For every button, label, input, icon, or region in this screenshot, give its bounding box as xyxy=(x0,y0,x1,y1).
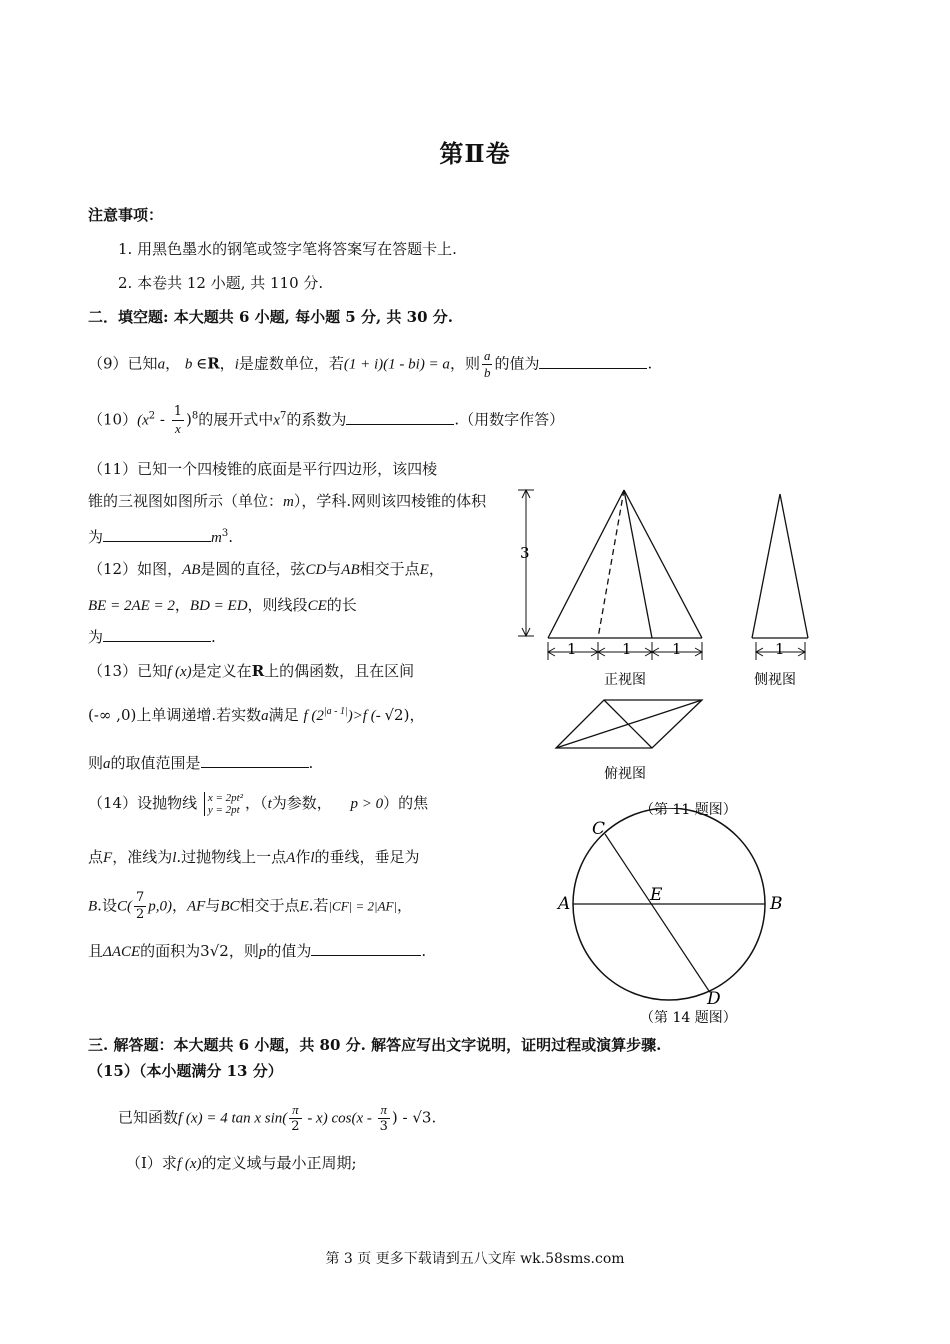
q9-R: R xyxy=(207,354,220,373)
q9-equation: (1 + i)(1 - bi) = a xyxy=(343,356,450,373)
section3-heading: 三. 解答题：本大题共 6 小题，共 80 分. 解答应写出文字说明，证明过程或演算步骤. xyxy=(88,1036,662,1054)
q14-line-4: 且ΔACE的面积为3√2，则p的值为 . xyxy=(88,942,427,960)
front-dim-3: 1 xyxy=(672,640,682,658)
q14-fraction: $\frac{7}{2}$ xyxy=(135,890,145,922)
figure-14-circle xyxy=(550,808,800,1028)
notes-item-1: 1. 用黑色墨水的钢笔或签字笔将答案写在答题卡上. xyxy=(118,240,457,258)
q12-line-1: （12）如图，AB是圆的直径，弦CD与AB相交于点E， xyxy=(88,560,444,578)
q9-b-in: b ∈ xyxy=(184,356,208,373)
q15-function: 已知函数f (x) = 4 tan x sin( $\frac{\pi}{2}$ - x) cos(x - $\frac{\pi}{3}$ ) - √3. xyxy=(118,1102,437,1134)
section2-heading: 二．填空题: 本大题共 6 小题, 每小题 5 分, 共 30 分. xyxy=(88,308,453,326)
q15-head: （15）（本小题满分 13 分） xyxy=(88,1062,283,1080)
q15-frac-pi-2: $\frac{\pi}{2}$ xyxy=(291,1102,300,1134)
q14-parametric-system: x = 2pt² y = 2pt xyxy=(204,792,243,816)
q10-number: （10） xyxy=(88,410,138,429)
q14-answer-blank[interactable] xyxy=(311,941,421,956)
q14-line-3: B.设C( $\frac{7}{2}$ p,0)，AF与BC相交于点E.若|CF| = 2|AF|， xyxy=(88,890,413,922)
q12-line-3: 为 . xyxy=(88,628,216,646)
question-9: （9）已知a， b ∈R，i是虚数单位，若(1 + i)(1 - bi) = a，则 $\frac{a}{b}$ 的值为 . xyxy=(88,348,653,380)
page-title: 第Ⅱ卷 xyxy=(439,139,511,168)
q13-line-2: (-∞ ,0)上单调递增.若实数a满足 f $(2^{|a - 1|})>f$ (- √2)， xyxy=(88,706,425,724)
figure-11-three-views xyxy=(500,480,830,820)
front-dim-1: 1 xyxy=(567,640,577,658)
figure-14-caption: （第 14 题图） xyxy=(640,1010,737,1026)
q9-text-4: 的值为 xyxy=(494,354,540,373)
q10-fraction: $\frac{1}{x}$ xyxy=(173,404,183,436)
front-dim-2: 1 xyxy=(622,640,632,658)
top-view xyxy=(556,700,702,748)
question-10: $(10)(x^2$ - $\frac{1}{x}$ )$^8$的展开式中$x^7$的系数为 .（用数字作答） xyxy=(88,404,565,436)
q14-line-2: 点F，准线为l.过抛物线上一点A作l的垂线，垂足为 xyxy=(88,848,420,866)
point-A-label: A xyxy=(558,894,571,914)
q11-line-3: 为 $m^3$. xyxy=(88,528,234,546)
q10-answer-blank[interactable] xyxy=(346,410,454,425)
q9-var-a: a xyxy=(157,356,166,373)
height-label: 3 xyxy=(520,544,530,562)
point-B-label: B xyxy=(770,894,783,914)
q12-line-2: BE = 2AE = 2，BD = ED，则线段CE的长 xyxy=(88,596,357,614)
q11-line-2: 锥的三视图如图所示（单位：m），学科.网则该四棱锥的体积 xyxy=(88,492,487,510)
front-view-caption: 正视图 xyxy=(604,672,646,688)
page-footer: 第 3 页 更多下载请到五八文库 wk.58sms.com xyxy=(325,1251,625,1267)
q9-text: 已知 xyxy=(127,354,158,373)
q9-number: （9） xyxy=(88,354,128,373)
side-dim: 1 xyxy=(775,640,785,658)
point-C-label: C xyxy=(592,819,606,839)
chord-CD xyxy=(605,834,709,991)
q15-frac-pi-3: $\frac{\pi}{3}$ xyxy=(379,1102,388,1134)
q9-i: i xyxy=(234,356,239,373)
side-view-caption: 侧视图 xyxy=(754,672,796,688)
top-view-caption: 俯视图 xyxy=(604,766,646,782)
q9-answer-blank[interactable] xyxy=(539,354,647,369)
q9-text-3: ，则 xyxy=(449,354,480,373)
q9-text-2: 是虚数单位，若 xyxy=(238,354,344,373)
point-E-label: E xyxy=(650,885,663,905)
notes-item-2: 2. 本卷共 12 小题, 共 110 分. xyxy=(118,274,324,292)
notes-heading: 注意事项： xyxy=(88,206,164,224)
q15-part-1: （Ⅰ）求f (x)的定义域与最小正周期; xyxy=(126,1154,357,1172)
side-view xyxy=(752,494,808,638)
q14-line-1: （14）设抛物线 x = 2pt² y = 2pt ，（t为参数， p > 0）的焦 xyxy=(88,792,429,816)
front-view xyxy=(548,490,702,638)
q13-line-3: 则a的取值范围是 . xyxy=(88,754,314,772)
q11-answer-blank[interactable] xyxy=(103,527,211,542)
q13-answer-blank[interactable] xyxy=(201,753,309,768)
q13-line-1: （13）已知f (x)是定义在R上的偶函数，且在区间 xyxy=(88,662,415,680)
figure-11-caption: （第 11 题图） xyxy=(640,802,737,818)
point-D-label: D xyxy=(707,989,721,1009)
q9-fraction: $\frac{a}{b}$ xyxy=(483,348,491,380)
q11-line-1: （11）已知一个四棱锥的底面是平行四边形，该四棱 xyxy=(88,460,438,478)
q12-answer-blank[interactable] xyxy=(103,627,211,642)
